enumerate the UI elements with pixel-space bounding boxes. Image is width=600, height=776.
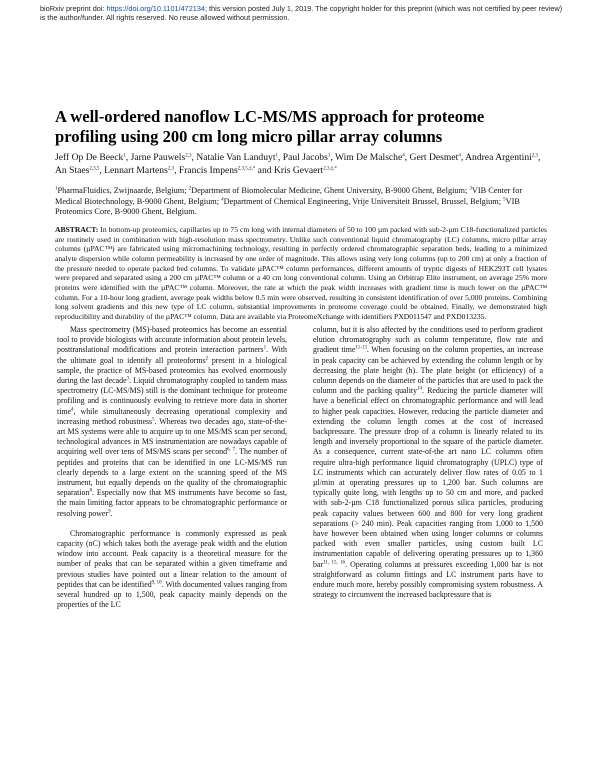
body-paragraph (57, 325, 287, 519)
citation-ref: 1 (263, 345, 267, 351)
author-name: Francis Impens (178, 165, 238, 176)
citation-ref: 6, 7 (227, 447, 235, 453)
affiliation-number: 5 (503, 197, 506, 203)
author-affiliation-mark: 2,3,‡,* (323, 166, 337, 172)
body-text: . (110, 508, 113, 518)
affiliation-number: 1 (55, 186, 58, 192)
author-name: Wim De Malsche (334, 152, 403, 163)
body-text: Chromatographic performance is commonly expressed as peak capacity (nC) which takes both the average peak width and the elution window into account. Peak capacity is a theoretical measure for the number of peaks that can be separated within a given timeframe and previous studies have pointed out a linear relation to the amount of peptides that can be identified (57, 528, 287, 589)
citation-ref: 9, 10 (151, 580, 162, 586)
citation-ref: 5 (152, 417, 155, 423)
notice-prefix: bioRxiv preprint doi: (40, 4, 107, 13)
author-affiliation-mark: 1 (275, 153, 278, 159)
affiliations (55, 186, 547, 218)
citation-ref: 3 (126, 376, 130, 382)
affiliation-number: 3 (469, 186, 472, 192)
author-affiliation-mark: 4 (402, 153, 405, 159)
author-name: Kris Gevaert (273, 165, 324, 176)
body-text: . Reducing the particle diameter will have a beneficial effect on chromatographic performance and will lead to higher peak capacities. However, reducing the particle diameter and extending the column length comes at the cost of increased backpressure. The pressure drop of a column is linearly related to its length and inversely proportional to the square of the particle diameter. As a consequence, current state-of-the art nano LC columns often require ultra-high performance liquid chromatography (UPLC) type of LC instruments which can accurately deliver flow rates of 0.05 to 1 µl/min at operating pressures up to 1,200 bar. Such columns are typically quite long, with lengths up to 50 cm and more, and packed with sub-2-µm C18 functionalized porous silica particles, producing peak capacity values between 600 and 800 for very long gradient separations (> 240 min). Peak capacities ranging from 1,000 to 1,500 have however been obtained when using longer columns or columns packed with even smaller particles, using custom built LC instrumentation capable of delivering operating pressures up to 1,360 bar (313, 386, 543, 569)
affiliation-text: Department of Biomolecular Medicine, Ghent University, B-9000 Ghent, Belgium; (191, 186, 470, 195)
citation-ref: 14 (417, 386, 423, 392)
paper-title: A well-ordered nanoflow LC-MS/MS approach for proteome profiling using 200 cm long micro pillar array columns (55, 107, 485, 146)
citation-ref: 4 (71, 407, 74, 413)
body-text: column, but it is also affected by the conditions used to perform gradient elution chromatography such as column temperature, flow rate and gradient time (313, 325, 543, 355)
author-affiliation-mark: 2,3 (167, 166, 175, 172)
author-affiliation-mark: 1 (327, 153, 331, 159)
author-name: An Staes (55, 165, 90, 176)
body-text: . Whereas two decades ago, state-of-the-art MS systems were able to acquire up to one MS/MS scan per second, technological advances in MS instrumentation are nowadays capable of acquiring well over tens of MS/MS scans per second (57, 416, 287, 457)
affiliation-text: Department of Chemical Engineering, Vrije Universiteit Brussel, Brussel, Belgium; (223, 196, 504, 206)
author-affiliation-mark: 1 (123, 153, 126, 159)
body-paragraph (313, 325, 543, 600)
affiliation-text: VIB Center for Medical Biotechnology, B-9000 Ghent, Belgium; (55, 186, 523, 206)
citation-ref: 2 (205, 356, 209, 362)
body-text: . With the ultimate goal to identify all proteoforms (57, 345, 287, 365)
citation-ref: 11-13 (355, 345, 367, 351)
abstract (55, 225, 547, 322)
author-name: Jeff Op De Beeck (55, 152, 124, 163)
author-affiliation-mark: 2,3,5 (89, 166, 100, 172)
body-text: , while simultaneously decreasing operational complexity and increasing method robustness (57, 406, 287, 426)
author-name: Andrea Argentini (465, 152, 532, 163)
body-text: Mass spectrometry (MS)-based proteomics has become an essential tool to provide biologists with accurate information about protein levels, posttranslational modifications and protein interaction partners (57, 325, 287, 355)
abstract-label: ABSTRACT: (55, 225, 99, 234)
affiliation-number: 2 (188, 186, 192, 192)
body-column-left (57, 325, 287, 610)
citation-ref: 11, 15, 16 (323, 560, 346, 566)
affiliation-text: PharmaFluidics, Zwijnaarde, Belgium; (57, 186, 189, 195)
author-name: Jarne Pauwels (130, 152, 186, 163)
body-text: . The number of peptides and proteins that can be identified in one LC-MS/MS run clearly depends to a large extent on the scanning speed of the MS instrument, but equally depends on the quality of the chromatographic separation (57, 447, 287, 498)
author-name: Paul Jacobs (282, 152, 328, 163)
author-affiliation-mark: 2,3,5,‡,* (237, 166, 256, 172)
body-text: . With documented values ranging from several hundred up to 1,500, peak capacity mainly depends on the properties of the LC (57, 579, 288, 610)
body-text: . Operating columns at pressures exceeding 1,000 bar is not straightforward as column fittings and LC instrument parts have to endure much more, hereby possibly compromising system robustness. A strategy to circumvent the increased backpressure that is (313, 559, 543, 600)
author-list: Jeff Op De Beeck$^1$, Jarne Pauwels$^{2,3}$, Natalie Van Landuyt$^1$, Paul Jacobs$^1$, Wim De Malsche$^4$, Gert Desmet$^4$, Andrea Argentini$^{2,3}$, An Staes$^{2,3,5}$, Lennart Martens$^{2,3}$, Francis Impens$^{2,3,5,\ddagger,*}$ and Kris Gevaert$^{2,3,\ddagger,*}$ (55, 152, 541, 176)
author-name: Lennart Martens (104, 165, 168, 176)
body-text: . Liquid chromatography coupled to tandem mass spectrometry (LC-MS/MS) still is the dominant technique for proteome profiling and is continuously evolving to retrieve more data in shorter time (57, 376, 287, 416)
notice-rest: ; this version posted July 1, 2019. The copyright holder for this preprint (which was not certified by peer review) is the author/funder. All rights reserved. No reuse allowed without permission. (40, 4, 563, 23)
citation-ref: 8 (89, 488, 92, 494)
author-name: Gert Desmet (409, 152, 459, 163)
abstract-text: In bottom-up proteomics, capillaries up to 75 cm long with internal diameters of 50 to 100 µm packed with sub-2-µm C18-functionalized particles are routinely used in combination with high-resolution mass spectrometry. Unlike such conventional liquid chromatography (LC) columns, micro pillar array columns (µPAC™) are fabricated using micromachining technology, resulting in perfectly ordered chromatographic separation beds, leading to a minimized analyte dispersion while column permeability is increased by one order of magnitude. This allows using very long columns (up to 200 cm) at only a fraction of the pressure needed to operate packed bed columns. To validate µPAC™ column performances, different amounts of tryptic digests of HEK293T cell lysates were prepared and separated using a 200 cm µPAC™ column or a 40 cm long conventional column. Using an Orbitrap Elite instrument, on average 25% more proteins were identified with the µPAC™ column. Moreover, the rate at which the peak width increases with gradient time is much lower on the µPAC™ column. For a 10-hour long gradient, average peak widths below 0.5 min were observed, resulting in consistent identification of over 5,000 proteins. Combining long solvent gradients and this new type of LC column, substantial improvements in proteome coverage could be obtained. Finally, we demonstrated high reproducibility and durability of the µPAC™ column. Data are available via ProteomeXchange with identifiers PXD011547 and PXD013235. (55, 225, 547, 321)
author-affiliation-mark: 4 (458, 153, 461, 159)
doi-link[interactable]: https://doi.org/10.1101/472134 (106, 4, 205, 13)
body-text: . Especially now that MS instruments have become so fast, the main limiting factor appears to be chromatographic performance or resolving power (57, 488, 287, 518)
body-column-right (313, 325, 543, 600)
body-paragraph (57, 529, 287, 611)
author-affiliation-mark: 2,3 (185, 153, 192, 159)
author-affiliation-mark: 2,3 (531, 153, 539, 159)
body-text: present in a biological sample, the practice of MS-based proteomics has evolved enormously during the last decade (57, 355, 287, 386)
affiliation-text: VIB Proteomics Core, B-9000 Ghent, Belgium. (55, 196, 520, 217)
affiliation-number: 4 (221, 197, 224, 203)
preprint-notice (40, 4, 565, 23)
citation-ref: 9 (108, 509, 111, 515)
author-name: Natalie Van Landuyt (196, 152, 276, 163)
body-text: . When focusing on the column properties, an increase in peak capacity can be achieved by extending the column length or by decreasing the plate height (h). The plate height (or efficiency) of a column depends on the diameter of the particles that are used to pack the column and the packing quality (313, 345, 544, 396)
